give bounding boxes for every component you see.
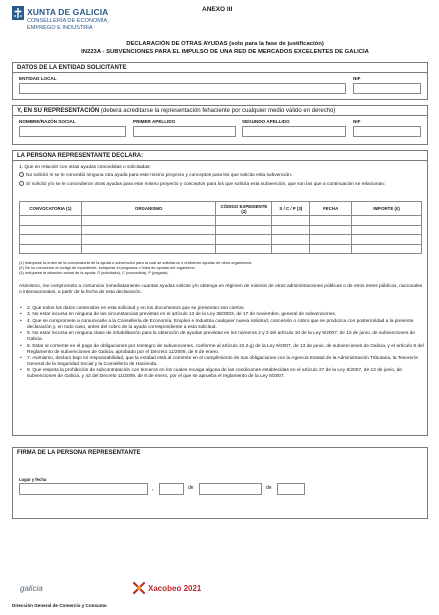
commitment-paragraph: Asimismo, me comprometo a comunicar inmediatamente cuantas ayudas solicite y/o obtenga en régimen de minimis de otras administraciones públicas o de otros entes públicos, nacionales o internacionales, a partir de la fecha de esta declaración. (19, 284, 423, 295)
rep-surname2-field[interactable] (242, 126, 346, 137)
department-name: CONSELLERÍA DE ECONOMÍA, EMPREGO E INDUSTRIA (27, 18, 109, 31)
rep-nif-label: NIF (353, 119, 361, 124)
table-cell[interactable] (20, 244, 82, 254)
table-cell[interactable] (352, 244, 422, 254)
list-item: • 6. Estar al corriente en el pago de obligaciones por reintegro de subvenciones, conforme al artículo 10.2.g) de la Ley 9/2007, de 13 de junio, de subvenciones de Galicia, y el artículo 9 del Reglamento de subvenciones de Galicia, aprobado por el Decreto 11/2009, de 8 de enero. (19, 344, 425, 356)
table-row (20, 244, 422, 254)
table-cell[interactable] (310, 235, 352, 245)
place-date-label: Lugar y fecha (19, 477, 47, 482)
applicant-nif-label: NIF (353, 76, 361, 81)
table-cell[interactable] (352, 225, 422, 235)
question-1: 1. Que en relación con otras ayudas concedidas o solicitadas: (19, 165, 151, 170)
aid-table (19, 201, 422, 254)
list-item: • 7. Asimismo, declaro bajo mi responsabilidad, que la entidad está al corriente en el cumplimiento de sus obligaciones con la Agencia Estatal de la Administración Tributaria, la Tesorería General de la Seguridad Social y la Consellería de Hacienda. (19, 356, 425, 368)
list-item: • 3. No estar incursa en ninguna de las circunstancias previstas en el artículo 13 de la Ley 38/2003, de 17 de noviembre, general de subvenciones. (19, 312, 425, 318)
table-cell[interactable] (81, 244, 216, 254)
rep-surname2-label: SEGUNDO APELLIDO (242, 119, 290, 124)
table-cell[interactable] (352, 216, 422, 226)
col-scp: S / C / P (3) (272, 202, 310, 216)
rep-nif-field[interactable] (353, 126, 421, 137)
annex-label: ANEXO III (202, 6, 233, 13)
table-cell[interactable] (20, 216, 82, 226)
representative-heading: Y, EN SU REPRESENTACIÓN (deberá acreditarse la representación fehaciente por cualquier medio válido en derecho) (13, 106, 427, 116)
rep-name-label: NOMBRE/RAZÓN SOCIAL (19, 119, 76, 124)
table-row (20, 216, 422, 226)
rep-name-field[interactable] (19, 126, 126, 137)
place-field[interactable] (19, 483, 148, 495)
month-field[interactable] (199, 483, 262, 495)
list-item: • 4. Que se compromete a comunicarle a la Consellería de Economía, Empleo e Industria cualquier nueva solicitud, concesión o cobro que se produzca con posterioridad a la presente declaración y, en todo caso, antes del cobro de la ayuda correspondiente a esta solicitud. (19, 319, 425, 331)
table-cell[interactable] (272, 216, 310, 226)
galicia-logo: galicia (20, 584, 43, 593)
footer-logos (12, 578, 428, 600)
col-importe: IMPORTE (€) (352, 202, 422, 216)
table-cell[interactable] (272, 244, 310, 254)
col-organismo: ORGANISMO (81, 202, 216, 216)
declaration-section (12, 150, 428, 436)
table-cell[interactable] (216, 225, 272, 235)
table-cell[interactable] (81, 216, 216, 226)
rep-surname1-label: PRIMER APELLIDO (133, 119, 176, 124)
option-yes-aid[interactable]: Sí solicitó y/o se le concedieron otras ayudas para este mismo proyecto y conceptos para los que solicita esta subvención, que son las que a continuación se relacionan: (19, 181, 419, 188)
signature-section (12, 447, 428, 519)
de-label-2: de (266, 485, 272, 491)
table-notes: (1) Indíquese la orden de la convocatoria de la ayuda o subvención para la cual se solicitaron o recibieron ayudas de otros organismos. (2) De no conocerse el código de expediente, indíquese el programa o línea de ayudas del organismo. (3) Indíquese la situación actual de la ayuda: S (solicitada), C (concedida), P (pagada). (19, 260, 253, 276)
table-cell[interactable] (216, 216, 272, 226)
table-cell[interactable] (310, 244, 352, 254)
entity-label: ENTIDAD LOCAL (19, 76, 57, 81)
table-cell[interactable] (81, 225, 216, 235)
col-fecha: FECHA (310, 202, 352, 216)
radio-no-aid[interactable] (19, 172, 24, 177)
document-header (12, 6, 432, 40)
day-field[interactable] (159, 483, 184, 495)
table-row (20, 225, 422, 235)
directorate-line: Dirección General de Comercio y Consumo (12, 603, 107, 608)
table-cell[interactable] (272, 225, 310, 235)
declaration-list (19, 306, 425, 381)
table-cell[interactable] (272, 235, 310, 245)
table-cell[interactable] (310, 225, 352, 235)
option-no-aid[interactable]: No solicitó ni se le concedió ninguna otra ayuda para este mismo proyecto y conceptos para los que solicita esta subvención. (19, 172, 419, 179)
col-convocatoria: CONVOCATORIA (1) (20, 202, 82, 216)
xacobeo-logo-text: Xacobeo 2021 (148, 584, 202, 593)
applicant-section (12, 62, 428, 100)
de-label-1: de (188, 485, 194, 491)
xacobeo-logo-icon (132, 581, 146, 595)
comma-separator: , (152, 486, 154, 492)
radio-yes-aid[interactable] (19, 181, 24, 186)
list-item: • 5. No estar incursa en ninguna clase de inhabilitación para la obtención de ayudas previstas en los números 2 y 3 del artículo 10 de la Ley 9/2007, de 13 de junio, de subvenciones de Galicia. (19, 331, 425, 343)
list-item: • 2. Que todos los datos contenidos en esta solicitud y en los documentos que se presentan son ciertos. (19, 306, 425, 312)
col-codigo: CÓDIGO EXPEDIENTE (2) (216, 202, 272, 216)
table-cell[interactable] (81, 235, 216, 245)
signature-heading: FIRMA DE LA PERSONA REPRESENTANTE (17, 450, 141, 456)
org-name: XUNTA DE GALICIA (27, 7, 109, 17)
applicant-heading: DATOS DE LA ENTIDAD SOLICITANTE (13, 63, 427, 73)
applicant-nif-field[interactable] (353, 83, 421, 94)
entity-field[interactable] (19, 83, 346, 94)
year-field[interactable] (277, 483, 305, 495)
table-cell[interactable] (310, 216, 352, 226)
table-cell[interactable] (20, 235, 82, 245)
rep-surname1-field[interactable] (133, 126, 236, 137)
table-cell[interactable] (20, 225, 82, 235)
representative-section (12, 105, 428, 145)
table-cell[interactable] (216, 235, 272, 245)
xunta-logo-icon (12, 6, 24, 20)
aid-table-header-row (20, 202, 422, 216)
list-item: • 8. Que respeta la prohibición de subcontratación con terceros en los cuales recaiga alguna de las condiciones establecidas en el artículo 27 de la Ley 9/2007, de 13 de junio, de subvenciones de Galicia, y 43 del Decreto 11/2009, de 8 de enero, por el que se aprueba el reglamento de la Ley 9/2007. (19, 368, 425, 380)
table-cell[interactable] (352, 235, 422, 245)
document-title: DECLARACIÓN DE OTRAS AYUDAS (solo para la fase de justificación) IN223A - SUBVENCIONES PARA EL IMPULSO DE UNA RED DE MERCADOS EXCELENTES DE GALICIA (81, 41, 369, 55)
table-row (20, 235, 422, 245)
declaration-heading: LA PERSONA REPRESENTANTE DECLARA: (13, 151, 427, 161)
table-cell[interactable] (216, 244, 272, 254)
